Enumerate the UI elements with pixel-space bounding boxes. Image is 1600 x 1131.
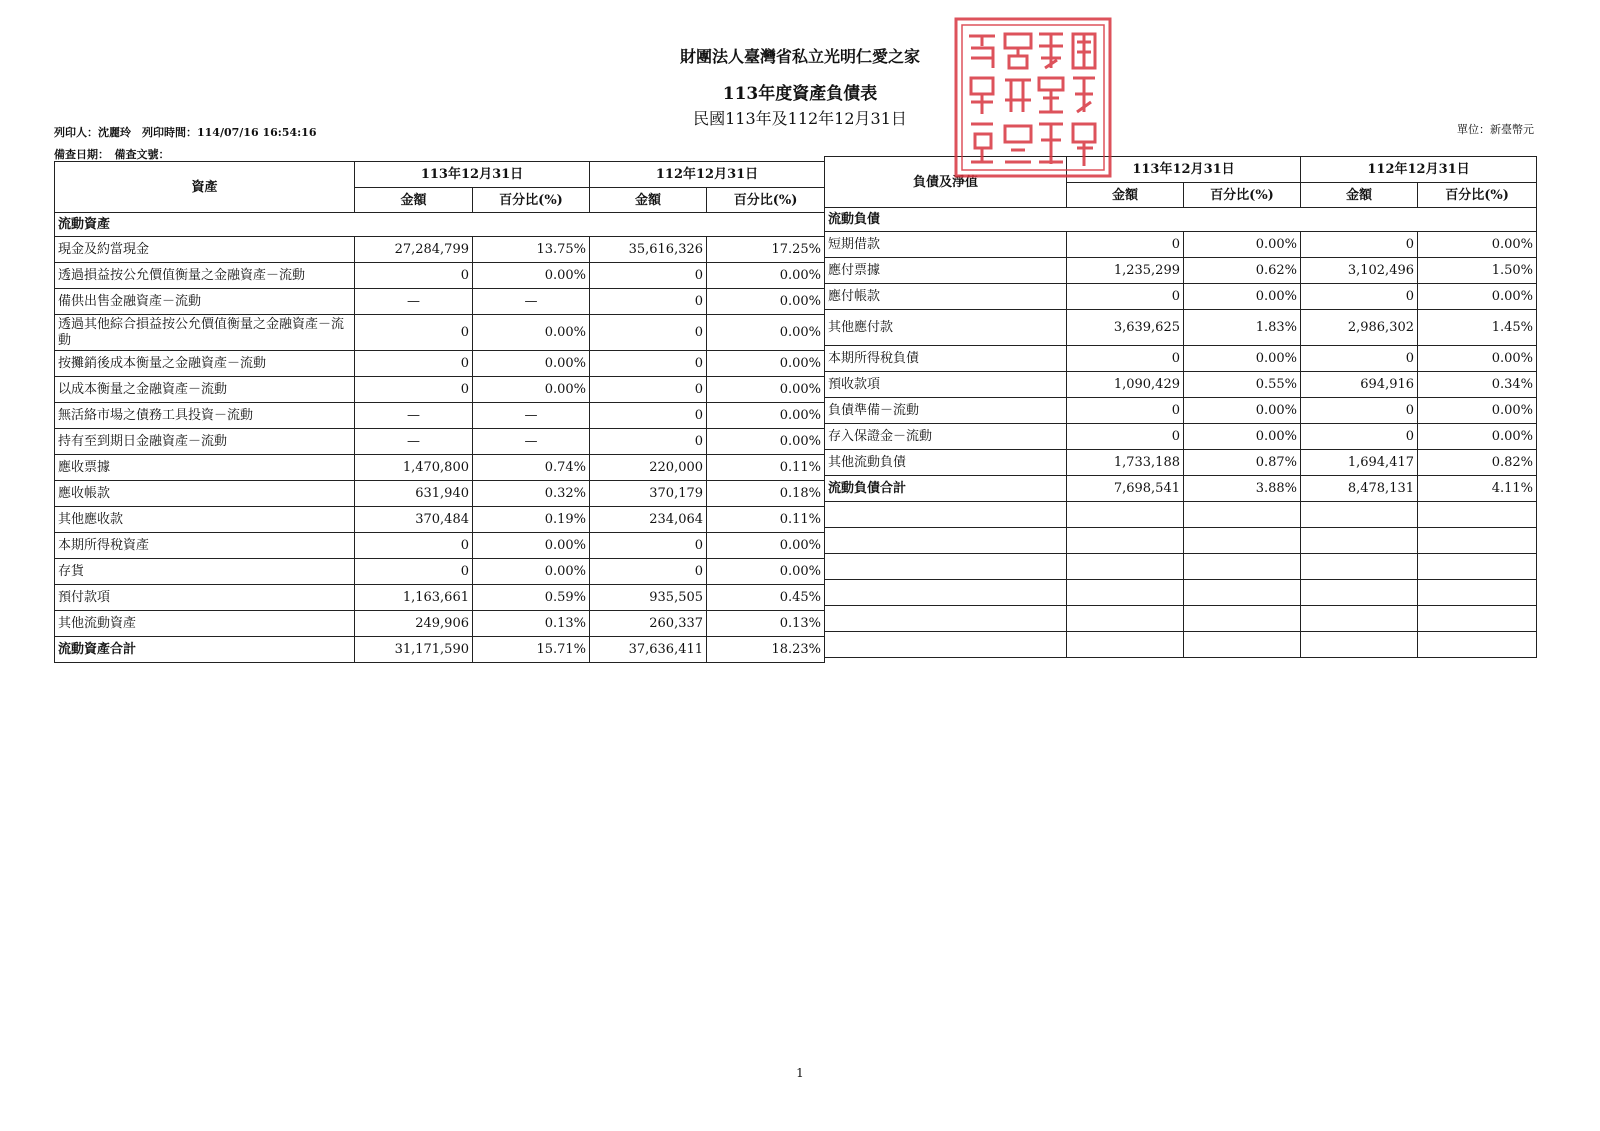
row-label: 備供出售金融資產－流動	[55, 289, 355, 315]
row-label: 持有至到期日金融資產－流動	[55, 429, 355, 455]
amount-current: —	[355, 429, 473, 455]
amount-current: 0	[1067, 424, 1184, 450]
empty-cell	[1301, 580, 1418, 606]
table-row	[825, 398, 1537, 424]
empty-cell	[1067, 528, 1184, 554]
total-amount-prior: 8,478,131	[1301, 476, 1418, 502]
percent-prior: 0.00%	[707, 533, 825, 559]
amount-prior: 694,916	[1301, 372, 1418, 398]
total-label: 流動負債合計	[825, 476, 1067, 502]
amount-prior: 2,986,302	[1301, 310, 1418, 346]
amount-prior: 0	[590, 403, 707, 429]
empty-cell	[1418, 580, 1537, 606]
assets-col-amount: 金額	[355, 188, 473, 213]
amount-current: 0	[355, 263, 473, 289]
percent-current: 0.00%	[1184, 232, 1301, 258]
assets-period-current: 113年12月31日	[355, 162, 590, 188]
table-row	[55, 455, 825, 481]
percent-current: 1.83%	[1184, 310, 1301, 346]
assets-table	[54, 161, 825, 663]
percent-current: 0.19%	[473, 507, 590, 533]
empty-cell	[825, 502, 1067, 528]
percent-prior: 1.50%	[1418, 258, 1537, 284]
empty-cell	[825, 528, 1067, 554]
percent-prior: 0.00%	[707, 429, 825, 455]
row-label: 負債準備－流動	[825, 398, 1067, 424]
table-row	[55, 351, 825, 377]
empty-cell	[825, 580, 1067, 606]
amount-prior: 0	[590, 377, 707, 403]
total-row	[825, 476, 1537, 502]
amount-current: 249,906	[355, 611, 473, 637]
row-label: 存貨	[55, 559, 355, 585]
empty-row	[825, 606, 1537, 632]
table-row	[55, 377, 825, 403]
liabilities-col-percent: 百分比(%)	[1184, 183, 1301, 208]
row-label: 透過其他綜合損益按公允價值衡量之金融資產－流動	[55, 315, 355, 351]
percent-prior: 0.18%	[707, 481, 825, 507]
page-number: 1	[796, 1066, 804, 1080]
section-label: 流動負債	[825, 208, 1537, 232]
percent-prior: 0.00%	[707, 263, 825, 289]
amount-current: —	[355, 289, 473, 315]
percent-current: 0.00%	[1184, 398, 1301, 424]
amount-prior: 0	[1301, 398, 1418, 424]
amount-prior: 1,694,417	[1301, 450, 1418, 476]
total-row	[55, 637, 825, 663]
percent-prior: 0.00%	[707, 377, 825, 403]
liabilities-col-amount: 金額	[1301, 183, 1418, 208]
row-label: 短期借款	[825, 232, 1067, 258]
row-label: 本期所得稅負債	[825, 346, 1067, 372]
empty-cell	[1067, 632, 1184, 658]
table-row	[825, 424, 1537, 450]
amount-current: 0	[355, 351, 473, 377]
official-seal	[953, 16, 1113, 179]
table-row	[825, 372, 1537, 398]
assets-heading: 資產	[55, 162, 355, 213]
percent-prior: 0.00%	[1418, 346, 1537, 372]
row-label: 預收款項	[825, 372, 1067, 398]
table-row	[55, 481, 825, 507]
row-label: 其他流動資產	[55, 611, 355, 637]
total-amount-current: 7,698,541	[1067, 476, 1184, 502]
table-row	[55, 507, 825, 533]
table-row	[825, 310, 1537, 346]
empty-row	[825, 502, 1537, 528]
percent-current: 0.55%	[1184, 372, 1301, 398]
percent-prior: 0.00%	[1418, 398, 1537, 424]
row-label: 本期所得稅資產	[55, 533, 355, 559]
percent-prior: 0.00%	[707, 351, 825, 377]
amount-prior: 35,616,326	[590, 237, 707, 263]
amount-current: 0	[1067, 284, 1184, 310]
empty-cell	[1418, 606, 1537, 632]
table-row	[825, 232, 1537, 258]
section-label: 流動資產	[55, 213, 825, 237]
organization-name: 財團法人臺灣省私立光明仁愛之家	[679, 47, 920, 66]
amount-current: 0	[1067, 232, 1184, 258]
amount-prior: 234,064	[590, 507, 707, 533]
percent-prior: 0.45%	[707, 585, 825, 611]
percent-prior: 17.25%	[707, 237, 825, 263]
table-row	[825, 450, 1537, 476]
empty-cell	[1301, 606, 1418, 632]
percent-prior: 0.00%	[707, 559, 825, 585]
report-title: 113年度資產負債表	[722, 84, 878, 104]
empty-cell	[1301, 632, 1418, 658]
percent-prior: 0.34%	[1418, 372, 1537, 398]
empty-cell	[1067, 606, 1184, 632]
table-row	[55, 585, 825, 611]
total-label: 流動資產合計	[55, 637, 355, 663]
empty-cell	[825, 632, 1067, 658]
print-info: 列印人：沈麗玲 列印時間：114/07/16 16:54:16	[54, 126, 317, 139]
empty-cell	[1418, 502, 1537, 528]
liabilities-table	[824, 156, 1537, 658]
table-row	[55, 611, 825, 637]
amount-current: 1,235,299	[1067, 258, 1184, 284]
empty-row	[825, 554, 1537, 580]
percent-current: 0.00%	[473, 559, 590, 585]
percent-prior: 1.45%	[1418, 310, 1537, 346]
empty-row	[825, 528, 1537, 554]
table-row	[55, 533, 825, 559]
row-label: 應付帳款	[825, 284, 1067, 310]
empty-row	[825, 632, 1537, 658]
percent-current: 0.87%	[1184, 450, 1301, 476]
amount-prior: 0	[1301, 232, 1418, 258]
amount-current: 1,090,429	[1067, 372, 1184, 398]
row-label: 按攤銷後成本衡量之金融資產－流動	[55, 351, 355, 377]
amount-current: 0	[355, 559, 473, 585]
row-label: 其他流動負債	[825, 450, 1067, 476]
amount-prior: 935,505	[590, 585, 707, 611]
empty-cell	[1067, 554, 1184, 580]
table-row	[55, 263, 825, 289]
liabilities-period-prior: 112年12月31日	[1301, 157, 1537, 183]
percent-prior: 0.00%	[1418, 232, 1537, 258]
amount-current: 1,733,188	[1067, 450, 1184, 476]
percent-current: 0.00%	[473, 533, 590, 559]
percent-current: —	[473, 289, 590, 315]
percent-prior: 0.11%	[707, 455, 825, 481]
liabilities-body	[825, 208, 1537, 658]
table-row	[825, 284, 1537, 310]
row-label: 應付票據	[825, 258, 1067, 284]
percent-current: 0.13%	[473, 611, 590, 637]
amount-current: 27,284,799	[355, 237, 473, 263]
section-row	[825, 208, 1537, 232]
percent-current: 0.00%	[1184, 346, 1301, 372]
amount-prior: 220,000	[590, 455, 707, 481]
row-label: 現金及約當現金	[55, 237, 355, 263]
assets-col-percent: 百分比(%)	[707, 188, 825, 213]
amount-current: 0	[355, 533, 473, 559]
amount-current: —	[355, 403, 473, 429]
amount-current: 3,639,625	[1067, 310, 1184, 346]
amount-prior: 0	[590, 315, 707, 351]
empty-cell	[1184, 606, 1301, 632]
percent-prior: 0.00%	[707, 315, 825, 351]
amount-current: 631,940	[355, 481, 473, 507]
amount-prior: 0	[590, 351, 707, 377]
empty-cell	[1067, 502, 1184, 528]
empty-cell	[825, 554, 1067, 580]
amount-prior: 0	[590, 263, 707, 289]
table-row	[55, 403, 825, 429]
row-label: 應收帳款	[55, 481, 355, 507]
percent-prior: 0.82%	[1418, 450, 1537, 476]
empty-cell	[1067, 580, 1184, 606]
percent-prior: 0.13%	[707, 611, 825, 637]
amount-current: 370,484	[355, 507, 473, 533]
section-row	[55, 213, 825, 237]
percent-prior: 0.00%	[1418, 424, 1537, 450]
liabilities-col-percent: 百分比(%)	[1418, 183, 1537, 208]
amount-prior: 3,102,496	[1301, 258, 1418, 284]
percent-prior: 0.00%	[707, 289, 825, 315]
empty-cell	[1418, 632, 1537, 658]
assets-col-amount: 金額	[590, 188, 707, 213]
percent-current: 0.62%	[1184, 258, 1301, 284]
assets-body	[55, 213, 825, 663]
amount-current: 0	[355, 315, 473, 351]
table-row	[55, 429, 825, 455]
table-row	[55, 315, 825, 351]
empty-cell	[1418, 554, 1537, 580]
table-row	[55, 289, 825, 315]
empty-cell	[1184, 580, 1301, 606]
archive-info: 備查日期： 備查文號：	[54, 148, 170, 161]
empty-cell	[1301, 554, 1418, 580]
amount-prior: 0	[1301, 284, 1418, 310]
total-amount-current: 31,171,590	[355, 637, 473, 663]
amount-prior: 0	[590, 559, 707, 585]
row-label: 無活絡市場之債務工具投資－流動	[55, 403, 355, 429]
percent-current: 0.59%	[473, 585, 590, 611]
liabilities-period-current: 113年12月31日	[1067, 157, 1301, 183]
total-percent-current: 3.88%	[1184, 476, 1301, 502]
amount-prior: 0	[590, 289, 707, 315]
percent-current: 0.00%	[473, 263, 590, 289]
amount-prior: 0	[1301, 346, 1418, 372]
row-label: 其他應收款	[55, 507, 355, 533]
percent-prior: 0.00%	[1418, 284, 1537, 310]
amount-prior: 370,179	[590, 481, 707, 507]
empty-cell	[1184, 632, 1301, 658]
amount-current: 0	[1067, 398, 1184, 424]
percent-current: —	[473, 403, 590, 429]
table-row	[55, 237, 825, 263]
percent-current: 13.75%	[473, 237, 590, 263]
amount-current: 0	[355, 377, 473, 403]
percent-current: 0.00%	[473, 315, 590, 351]
amount-prior: 0	[590, 429, 707, 455]
table-row	[825, 346, 1537, 372]
table-row	[825, 258, 1537, 284]
empty-cell	[1301, 528, 1418, 554]
empty-cell	[1418, 528, 1537, 554]
currency-unit: 單位：新臺幣元	[1457, 123, 1534, 136]
empty-cell	[825, 606, 1067, 632]
total-amount-prior: 37,636,411	[590, 637, 707, 663]
percent-current: —	[473, 429, 590, 455]
row-label: 其他應付款	[825, 310, 1067, 346]
empty-cell	[1184, 528, 1301, 554]
liabilities-col-amount: 金額	[1067, 183, 1184, 208]
percent-current: 0.00%	[1184, 284, 1301, 310]
row-label: 透過損益按公允價值衡量之金融資產－流動	[55, 263, 355, 289]
percent-current: 0.74%	[473, 455, 590, 481]
percent-current: 0.00%	[473, 351, 590, 377]
liabilities-heading: 負債及淨值	[825, 157, 1067, 208]
percent-current: 0.00%	[473, 377, 590, 403]
row-label: 應收票據	[55, 455, 355, 481]
row-label: 以成本衡量之金融資產－流動	[55, 377, 355, 403]
percent-current: 0.32%	[473, 481, 590, 507]
percent-prior: 0.00%	[707, 403, 825, 429]
empty-cell	[1301, 502, 1418, 528]
amount-prior: 0	[1301, 424, 1418, 450]
amount-prior: 260,337	[590, 611, 707, 637]
percent-prior: 0.11%	[707, 507, 825, 533]
amount-current: 1,470,800	[355, 455, 473, 481]
amount-current: 1,163,661	[355, 585, 473, 611]
report-period: 民國113年及112年12月31日	[693, 109, 907, 128]
amount-prior: 0	[590, 533, 707, 559]
row-label: 存入保證金－流動	[825, 424, 1067, 450]
total-percent-prior: 4.11%	[1418, 476, 1537, 502]
empty-row	[825, 580, 1537, 606]
total-percent-prior: 18.23%	[707, 637, 825, 663]
assets-col-percent: 百分比(%)	[473, 188, 590, 213]
table-row	[55, 559, 825, 585]
total-percent-current: 15.71%	[473, 637, 590, 663]
amount-current: 0	[1067, 346, 1184, 372]
row-label: 預付款項	[55, 585, 355, 611]
percent-current: 0.00%	[1184, 424, 1301, 450]
assets-period-prior: 112年12月31日	[590, 162, 825, 188]
empty-cell	[1184, 502, 1301, 528]
empty-cell	[1184, 554, 1301, 580]
